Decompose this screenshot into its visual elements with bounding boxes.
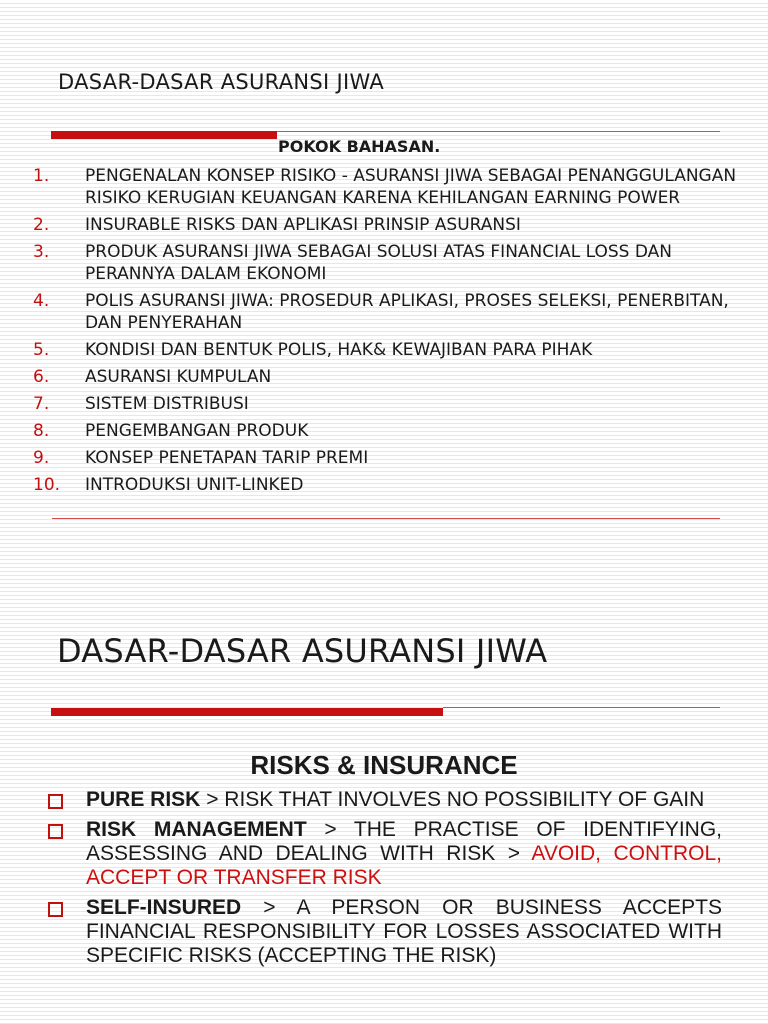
list-item <box>48 896 722 968</box>
list-item <box>0 366 745 388</box>
list-item-number: 8. <box>33 421 50 441</box>
risk-definitions-list <box>48 788 722 974</box>
term-label: PURE RISK <box>86 788 201 811</box>
list-item-text: KONSEP PENETAPAN TARIP PREMI <box>85 448 369 468</box>
square-bullet-icon <box>48 794 63 809</box>
list-item-number: 6. <box>33 367 50 387</box>
list-item-number: 1. <box>33 166 50 186</box>
slide-1-title: DASAR-DASAR ASURANSI JIWA <box>58 70 385 94</box>
list-item <box>0 290 745 334</box>
list-item-number: 7. <box>33 394 50 414</box>
list-item <box>0 165 745 209</box>
list-item <box>0 393 745 415</box>
topics-list <box>0 165 745 501</box>
term-definition: > THE PRACTISE OF IDENTIFYING, ASSESSING AND DEALING WITH RISK > <box>86 818 722 865</box>
list-item-number: 5. <box>33 340 50 360</box>
list-item-number: 9. <box>33 448 50 468</box>
list-item-number: 10. <box>33 475 61 495</box>
list-item-text: POLIS ASURANSI JIWA: PROSEDUR APLIKASI, PROSES SELEKSI, PENERBITAN, DAN PENYERAHAN <box>85 291 729 333</box>
list-item-number: 4. <box>33 291 50 311</box>
title-underline-thin <box>277 131 720 132</box>
list-item <box>0 339 745 361</box>
list-item <box>0 447 745 469</box>
term-label: RISK MANAGEMENT <box>86 818 307 841</box>
list-item <box>0 214 745 236</box>
list-item-text: SISTEM DISTRIBUSI <box>85 394 249 414</box>
list-item-text: PENGENALAN KONSEP RISIKO - ASURANSI JIWA SEBAGAI PENANGGULANGAN RISIKO KERUGIAN KEUANGAN KARENA KEHILANGAN EARNING POWER <box>85 166 737 208</box>
list-item <box>48 788 722 812</box>
list-item <box>0 420 745 442</box>
slide-2-title: DASAR-DASAR ASURANSI JIWA <box>57 632 548 670</box>
list-item <box>48 818 722 890</box>
list-item <box>0 241 745 285</box>
square-bullet-icon <box>48 902 63 917</box>
list-item-text: INTRODUKSI UNIT-LINKED <box>85 475 304 495</box>
section-heading: RISKS & INSURANCE <box>250 750 518 780</box>
list-item-text: ASURANSI KUMPULAN <box>85 367 272 387</box>
term-highlight: AVOID, CONTROL, ACCEPT OR TRANSFER RISK <box>86 842 722 889</box>
term-label: SELF-INSURED <box>86 896 242 919</box>
list-item <box>0 474 745 496</box>
slide-2 <box>0 512 768 1024</box>
list-item-text: PRODUK ASURANSI JIWA SEBAGAI SOLUSI ATAS FINANCIAL LOSS DAN PERANNYA DALAM EKONOMI <box>85 242 673 284</box>
square-bullet-icon <box>48 824 63 839</box>
list-item-number: 3. <box>33 242 50 262</box>
title-underline-thick <box>51 708 443 716</box>
list-item-text: PENGEMBANGAN PRODUK <box>85 421 309 441</box>
list-item-text: INSURABLE RISKS DAN APLIKASI PRINSIP ASURANSI <box>85 215 521 235</box>
term-definition: > A PERSON OR BUSINESS ACCEPTS FINANCIAL RESPONSIBILITY FOR LOSSES ASSOCIATED WITH SPECIFIC RISKS (ACCEPTING THE RISK) <box>86 896 722 967</box>
title-underline-thick <box>51 131 277 139</box>
list-item-number: 2. <box>33 215 50 235</box>
list-item-text: KONDISI DAN BENTUK POLIS, HAK& KEWAJIBAN PARA PIHAK <box>85 340 593 360</box>
term-definition: > RISK THAT INVOLVES NO POSSIBILITY OF GAIN <box>200 788 705 811</box>
topics-heading: POKOK BAHASAN. <box>278 137 441 156</box>
title-underline-thin <box>443 707 720 708</box>
